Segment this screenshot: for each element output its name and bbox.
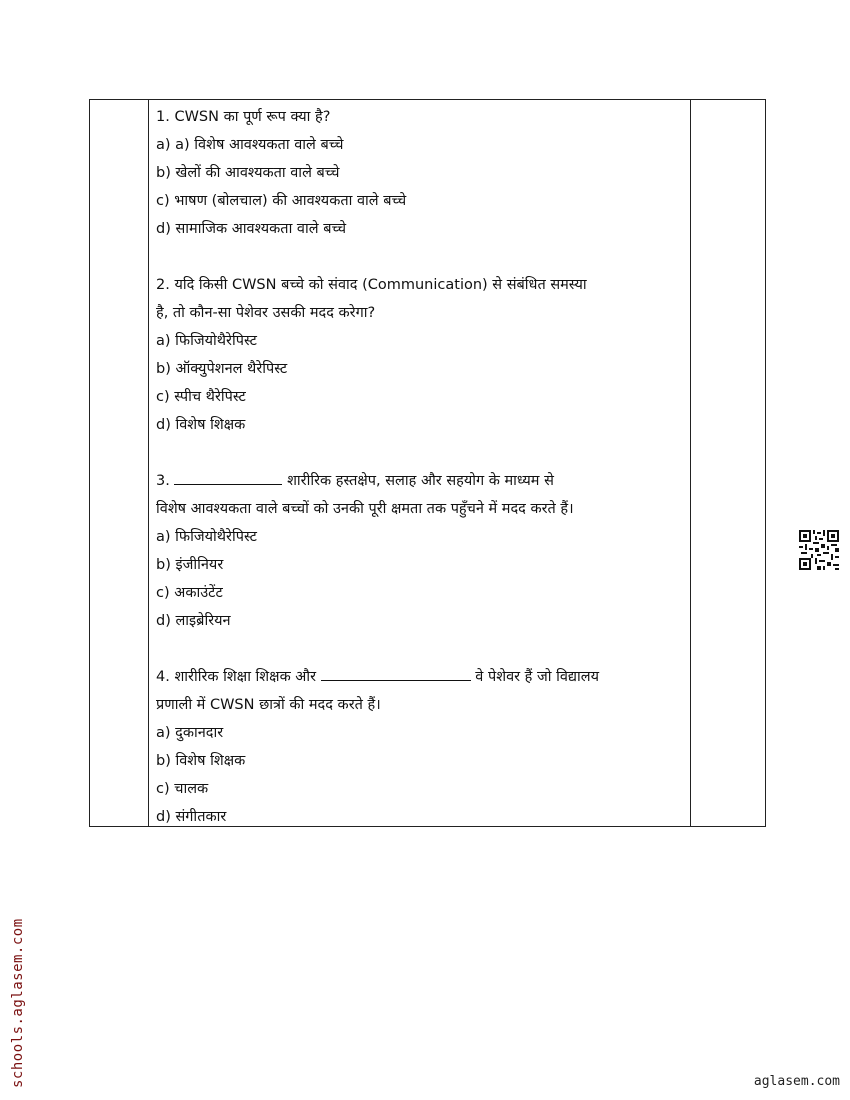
marks-column [690, 100, 765, 826]
option-c: c) भाषण (बोलचाल) की आवश्यकता वाले बच्चे [156, 193, 407, 209]
question-text-after-blank: शारीरिक हस्तक्षेप, सलाह और सहयोग के माध्यम से [287, 473, 554, 489]
option-c: c) अकाउंटेंट [156, 585, 223, 601]
option-b: b) ऑक्युपेशनल थैरेपिस्ट [156, 361, 288, 377]
question-text-before-blank: 4. शारीरिक शिक्षा शिक्षक और [156, 669, 317, 685]
question-text-continued: है, तो कौन-सा पेशेवर उसकी मदद करेगा? [156, 305, 376, 321]
fill-blank [321, 666, 471, 681]
footer-watermark: aglasem.com [753, 1074, 840, 1089]
option-a: a) दुकानदार [156, 725, 224, 741]
option-b: b) विशेष शिक्षक [156, 753, 246, 769]
option-a: a) फिजियोथैरेपिस्ट [156, 529, 257, 545]
question-2 [156, 271, 686, 439]
option-a: a) a) विशेष आवश्यकता वाले बच्चे [156, 137, 344, 153]
qr-code-icon [799, 530, 839, 570]
question-4 [156, 663, 686, 831]
question-3 [156, 467, 686, 635]
option-a: a) फिजियोथैरेपिस्ट [156, 333, 257, 349]
fill-blank [174, 470, 282, 485]
question-number: 3. [156, 473, 170, 489]
question-text-continued: विशेष आवश्यकता वाले बच्चों को उनकी पूरी क्षमता तक पहुँचने में मदद करते हैं। [156, 501, 574, 517]
option-d: d) संगीतकार [156, 809, 227, 825]
option-d: d) विशेष शिक्षक [156, 417, 246, 433]
side-watermark: schools.aglasem.com [10, 918, 26, 1088]
option-c: c) स्पीच थैरेपिस्ट [156, 389, 246, 405]
question-text: 2. यदि किसी CWSN बच्चे को संवाद (Communication) से संबंधित समस्या [156, 277, 587, 293]
question-text-after-blank: वे पेशेवर हैं जो विद्यालय [475, 669, 600, 685]
option-c: c) चालक [156, 781, 209, 797]
question-number-column [90, 100, 149, 826]
question-1 [156, 103, 686, 243]
option-d: d) सामाजिक आवश्यकता वाले बच्चे [156, 221, 347, 237]
question-text [156, 663, 686, 691]
option-d: d) लाइब्रेरियन [156, 613, 231, 629]
option-b: b) इंजीनियर [156, 557, 224, 573]
question-table [89, 99, 766, 827]
question-text [156, 467, 686, 495]
question-content [156, 103, 686, 831]
option-b: b) खेलों की आवश्यकता वाले बच्चे [156, 165, 340, 181]
question-text: 1. CWSN का पूर्ण रूप क्या है? [156, 109, 331, 125]
question-text-continued: प्रणाली में CWSN छात्रों की मदद करते हैं। [156, 697, 381, 713]
